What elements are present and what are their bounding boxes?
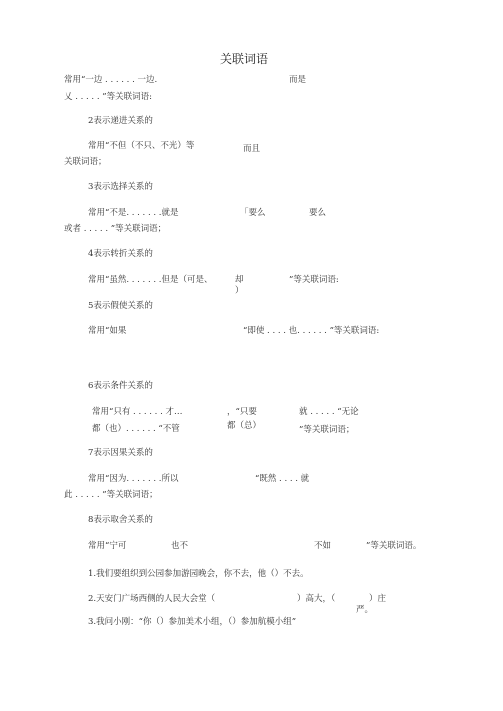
s6-heading: 6表示条件关系的	[88, 381, 153, 391]
s1-line-a: 常用“一边 . . . . . . 一边.	[64, 75, 158, 85]
s6-line-d: 都（也）. . . . . . “不管	[92, 424, 180, 434]
s2-line-b: 而且	[243, 144, 261, 154]
question-2-part-d: 严。	[356, 605, 374, 615]
page-title: 关联词语	[220, 52, 269, 66]
s4-line-b: 却	[235, 275, 244, 285]
s5-line-b: “即使 . . . . 也. . . . . . ”等关联词语:	[243, 326, 380, 336]
s3-line-c: 要么	[309, 208, 327, 218]
s8-line-b: 也不	[171, 541, 189, 551]
s6-line-f: ”等关联词语；	[299, 425, 355, 435]
s7-line-a: 常用“因为. . . . . . .所以	[88, 474, 179, 484]
s2-line-c: 关联词语；	[64, 157, 107, 167]
s8-line-c: 不如	[314, 541, 332, 551]
question-2-part-b: ）高大，（	[297, 594, 336, 604]
question-2-part-a: 2.天安门广场西侧的人民大会堂（	[88, 594, 216, 604]
s7-line-b: “既然 . . . . 就	[255, 474, 310, 484]
s8-heading: 8表示取舍关系的	[88, 515, 153, 525]
s1-line-b: 而是	[289, 75, 307, 85]
s8-line-a: 常用“宁可	[88, 541, 127, 551]
question-2-part-c: ）庄	[369, 594, 387, 604]
s7-heading: 7表示因果关系的	[88, 448, 153, 458]
s4-line-a: 常用“虽然. . . . . . .但是（可是、	[88, 275, 213, 285]
s6-line-c: 就 . . . . . “无论	[299, 407, 359, 417]
s5-line-a: 常用“如果	[88, 326, 127, 336]
s2-line-a: 常用“不但（不只、不光）等	[88, 141, 195, 151]
s3-line-b: 「要么	[240, 208, 266, 218]
s4-line-d: ”等关联词语:	[289, 275, 339, 285]
s3-heading: 3表示选择关系的	[88, 182, 153, 192]
s7-line-c: 此 . . . . . ”等关联词语；	[64, 490, 158, 500]
s6-line-b: ，“只要	[227, 407, 257, 417]
s2-heading: 2表示递进关系的	[88, 116, 153, 126]
s4-heading: 4表示转折关系的	[88, 249, 153, 259]
s6-line-e: 都（总）	[227, 421, 262, 431]
s1-line-c: 乂 . . . . . ”等关联词语:	[64, 92, 152, 102]
s4-line-c: ）	[235, 286, 244, 296]
question-1: 1.我们要组织到公园参加游园晚会，你不去，他（）不去。	[88, 569, 309, 579]
s3-line-d: 或者 . . . . . ”等关联词语；	[64, 224, 167, 234]
s3-line-a: 常用“不是. . . . . . .就是	[88, 208, 179, 218]
s6-line-a: 常用“只有 . . . . . . 才…	[92, 407, 183, 417]
s8-line-d: ”等关联词语。	[366, 541, 422, 551]
question-3: 3.我问小刚：“你（）参加美术小组，（）参加航模小组”	[88, 617, 297, 627]
s5-heading: 5表示假使关系的	[88, 301, 153, 311]
